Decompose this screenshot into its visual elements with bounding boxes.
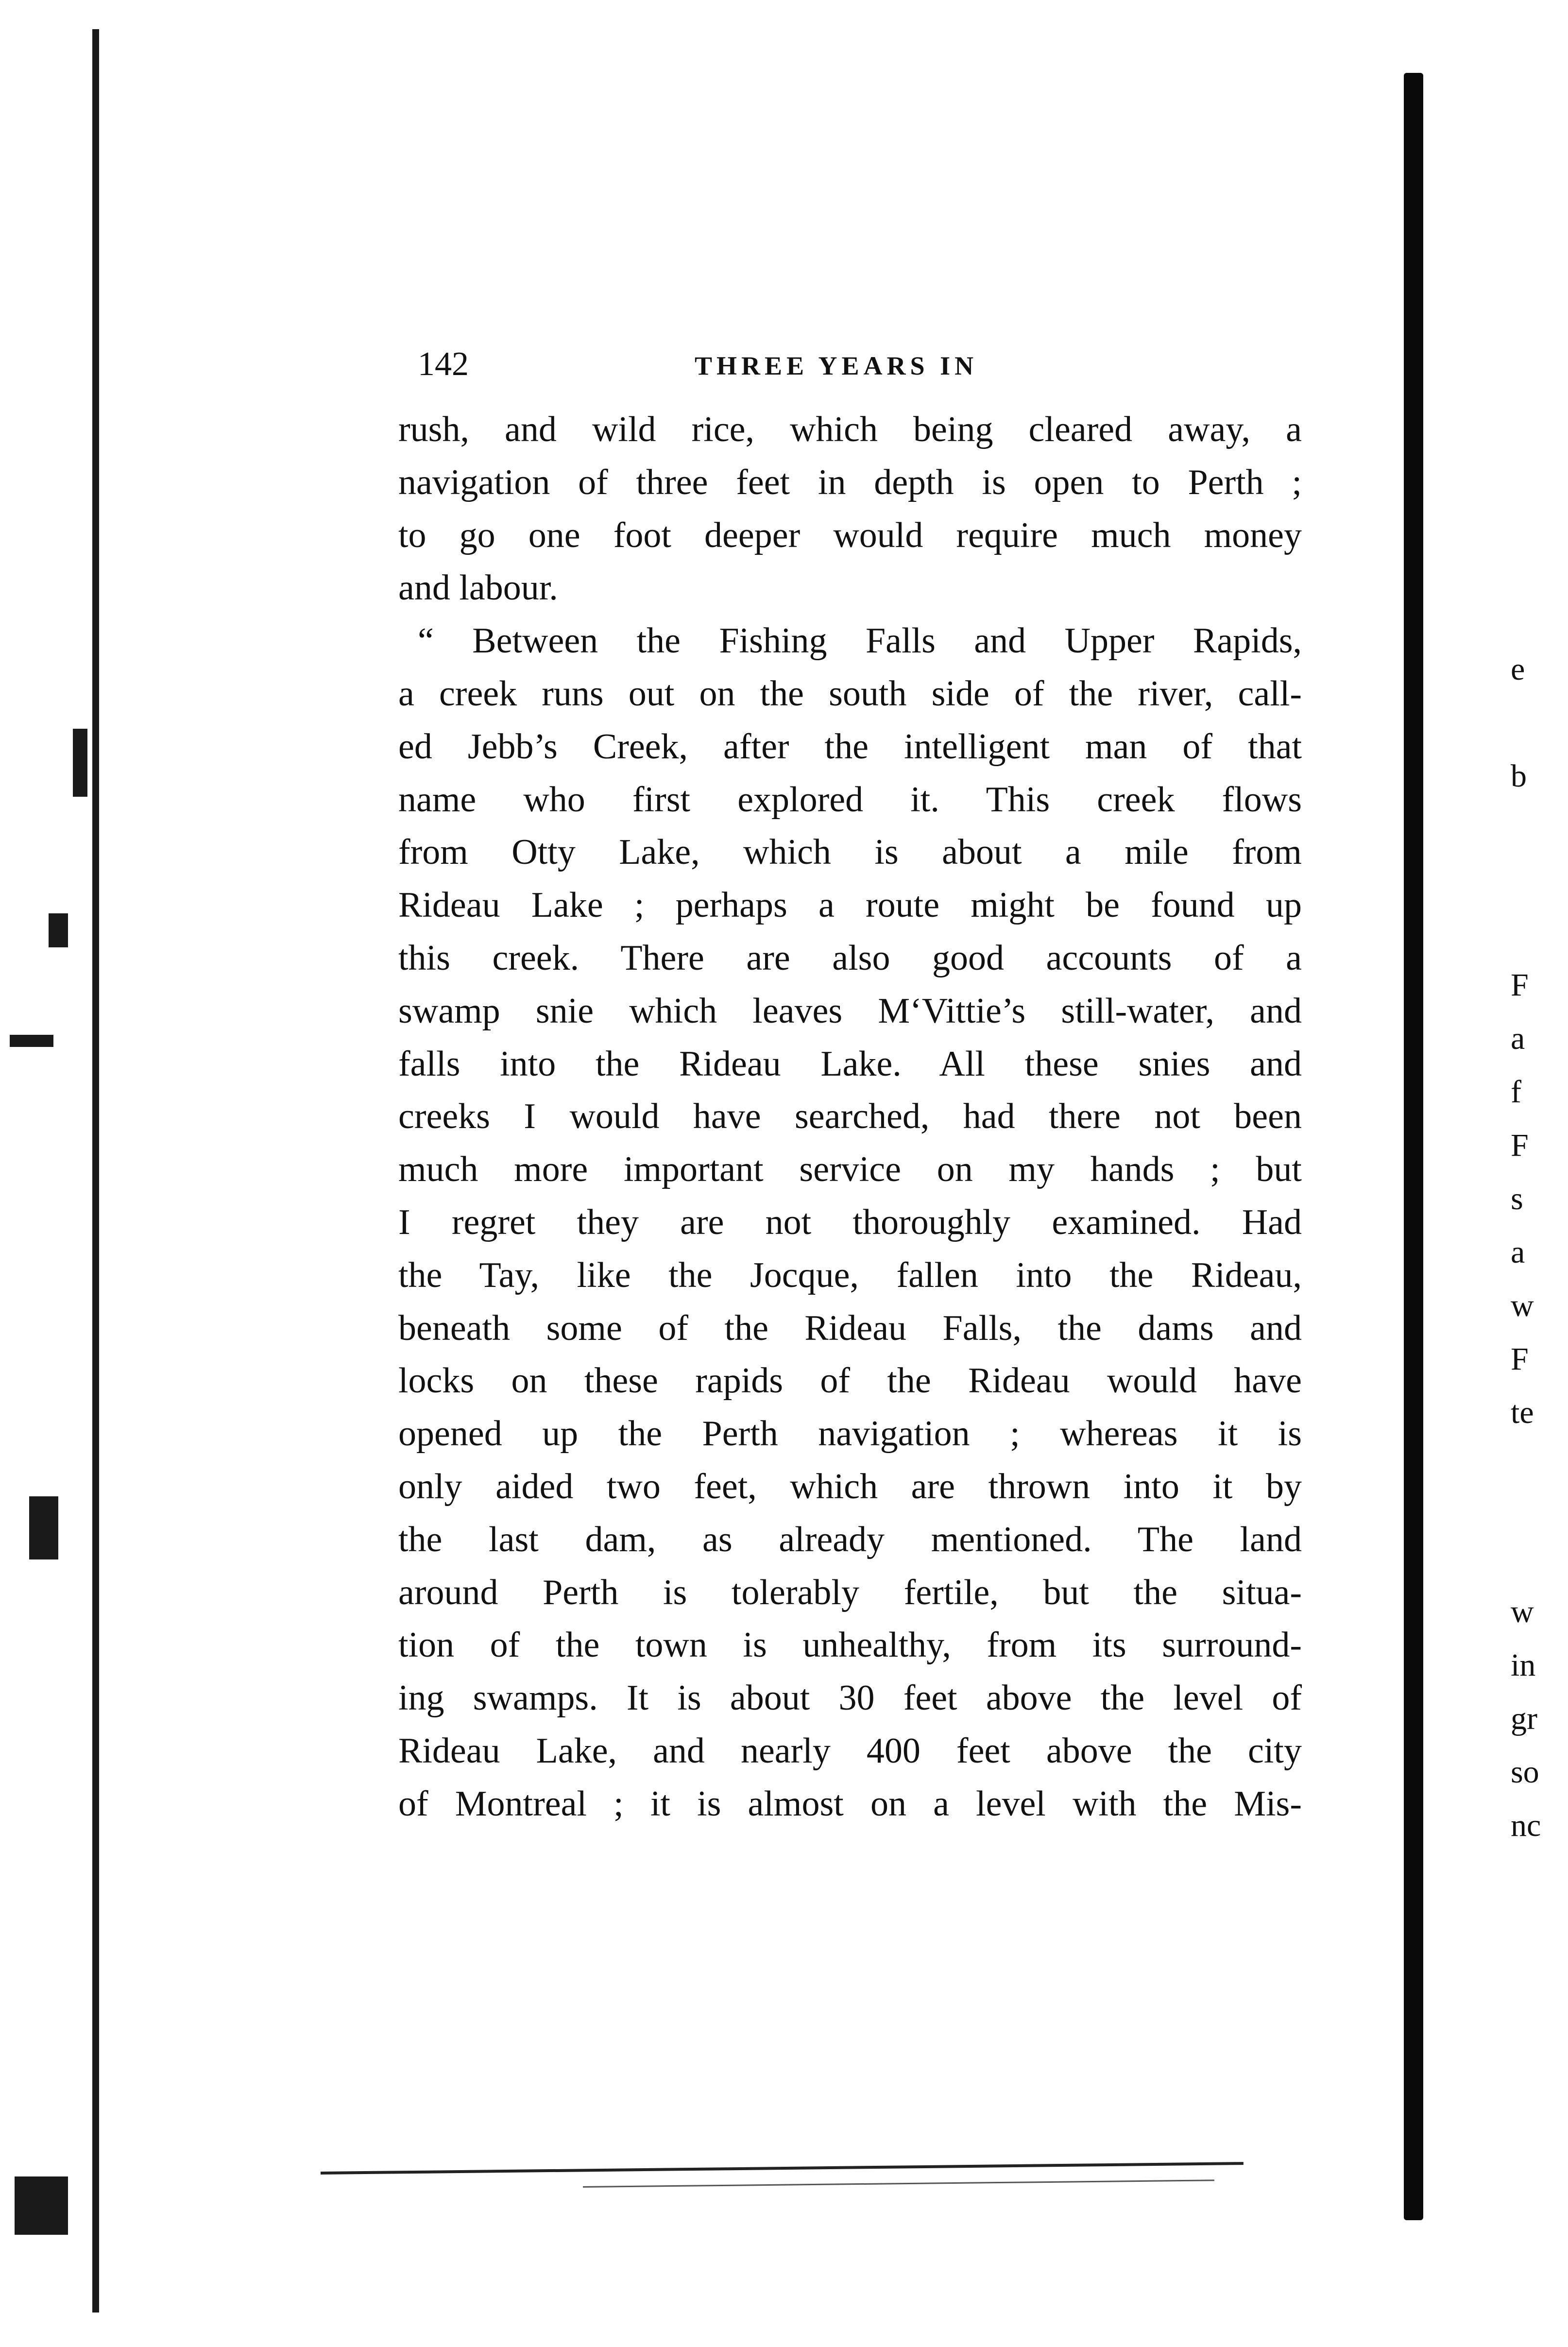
facing-fragment: a xyxy=(1511,1234,1525,1270)
text-line: name who first explored it. This creek flows xyxy=(398,779,1302,820)
running-title: THREE YEARS IN xyxy=(695,351,978,380)
text-line: this creek. There are also good accounts of a xyxy=(398,938,1302,978)
facing-fragment: F xyxy=(1511,1128,1529,1163)
text-line: the Tay, like the Jocque, fallen into the Rideau, xyxy=(398,1255,1302,1295)
binding-gutter xyxy=(0,0,68,2347)
gutter-line xyxy=(92,29,99,2313)
running-head xyxy=(398,345,1302,403)
text-line: “ Between the Fishing Falls and Upper Rapids, xyxy=(418,621,1302,661)
text-line: the last dam, as already mentioned. The land xyxy=(398,1519,1302,1559)
facing-fragment: w xyxy=(1511,1288,1534,1323)
bottom-edge-line xyxy=(321,2162,1244,2175)
gutter-mark xyxy=(73,729,87,797)
text-line: creeks I would have searched, had there not been xyxy=(398,1096,1302,1137)
facing-fragment: F xyxy=(1511,1341,1529,1377)
text-line: opened up the Perth navigation ; whereas it is xyxy=(398,1414,1302,1454)
text-line: tion of the town is unhealthy, from its surround- xyxy=(398,1625,1302,1665)
facing-fragment: nc xyxy=(1511,1808,1541,1843)
text-line: beneath some of the Rideau Falls, the dams and xyxy=(398,1308,1302,1348)
facing-fragment: w xyxy=(1511,1594,1534,1629)
text-line: from Otty Lake, which is about a mile from xyxy=(398,832,1302,873)
text-line: to go one foot deeper would require much money xyxy=(398,515,1302,555)
text-line: around Perth is tolerably fertile, but the situa- xyxy=(398,1572,1302,1612)
book-page xyxy=(398,345,1302,1831)
gutter-mark xyxy=(15,2176,68,2235)
facing-fragment: b xyxy=(1511,758,1527,794)
gutter-mark xyxy=(10,1035,53,1047)
body-text xyxy=(398,403,1302,1831)
text-line: I regret they are not thoroughly examined. Had xyxy=(398,1202,1302,1242)
text-line: falls into the Rideau Lake. All these snies and xyxy=(398,1044,1302,1084)
text-line: ing swamps. It is about 30 feet above the level of xyxy=(398,1678,1302,1718)
facing-fragment: a xyxy=(1511,1021,1525,1056)
text-line: rush, and wild rice, which being cleared away, a xyxy=(398,410,1302,449)
facing-fragment: e xyxy=(1511,651,1525,687)
text-line: of Montreal ; it is almost on a level with the Mis- xyxy=(398,1783,1302,1824)
facing-fragment: te xyxy=(1511,1395,1534,1430)
gutter-mark xyxy=(49,913,68,947)
facing-fragment: gr xyxy=(1511,1701,1537,1736)
gutter-mark xyxy=(29,1496,58,1559)
text-line: only aided two feet, which are thrown into it by xyxy=(398,1466,1302,1507)
text-line: locks on these rapids of the Rideau would have xyxy=(398,1361,1302,1401)
text-line: navigation of three feet in depth is open to Perth ; xyxy=(398,462,1302,502)
bottom-edge-line-thin xyxy=(583,2179,1214,2188)
text-line: Rideau Lake ; perhaps a route might be found up xyxy=(398,885,1302,925)
text-line: ed Jebb’s Creek, after the intelligent man of that xyxy=(398,726,1302,767)
page-number: 142 xyxy=(418,345,469,383)
page-edge-shadow xyxy=(1404,73,1423,2220)
facing-fragment: s xyxy=(1511,1181,1523,1216)
text-line: and labour. xyxy=(398,568,558,608)
facing-fragment: in xyxy=(1511,1647,1536,1683)
text-line: much more important service on my hands ; but xyxy=(398,1149,1302,1190)
text-line: a creek runs out on the south side of the river, call- xyxy=(398,673,1302,714)
facing-fragment: F xyxy=(1511,967,1529,1003)
text-line: swamp snie which leaves M‘Vittie’s still-water, and xyxy=(398,991,1302,1031)
facing-fragment: f xyxy=(1511,1074,1521,1110)
text-line: Rideau Lake, and nearly 400 feet above the city xyxy=(398,1730,1302,1771)
facing-page-fragments xyxy=(1506,0,1568,2347)
facing-fragment: so xyxy=(1511,1754,1539,1790)
